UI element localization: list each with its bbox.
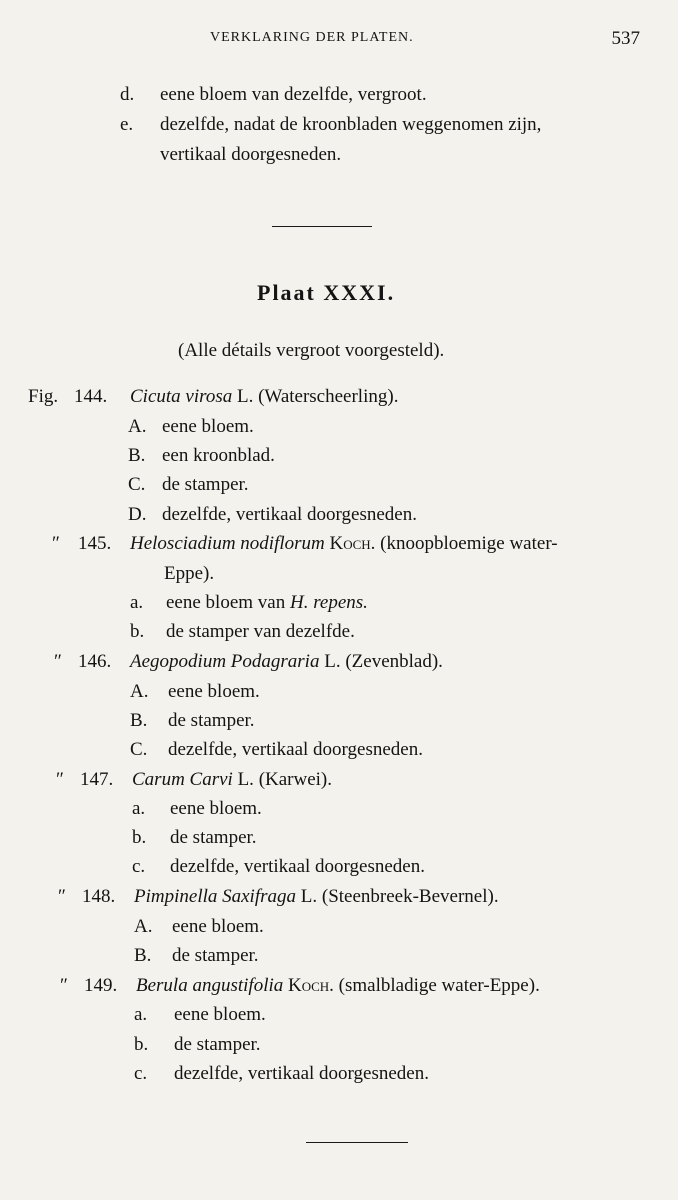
item-label: a. [130, 592, 144, 613]
species-author: L. [324, 651, 341, 672]
item-text-plain: eene bloem van [166, 592, 290, 613]
fig-entry [130, 386, 398, 408]
item-label: B. [134, 945, 152, 966]
fig-entry [130, 651, 443, 673]
running-title: VERKLARING DER PLATEN. [210, 30, 414, 45]
species-name: Helosciadium nodiflorum [130, 533, 325, 554]
fig-entry [132, 769, 332, 791]
item-label: C. [130, 739, 148, 760]
plate-subtitle: (Alle détails vergroot voorgesteld). [178, 340, 445, 361]
ditto-mark: ″ [54, 651, 62, 672]
plate-title: Plaat XXXI. [257, 280, 396, 305]
page-number: 537 [611, 28, 640, 49]
item-text: de stamper. [162, 474, 249, 495]
item-label: c. [132, 856, 146, 877]
species-name: Carum Carvi [132, 769, 233, 790]
common-name: (Karwei). [258, 769, 333, 790]
item-label: B. [128, 445, 146, 466]
item-label: a. [134, 1004, 148, 1025]
item-label: a. [132, 798, 146, 819]
closing-divider [306, 1142, 408, 1143]
species-author: Koch. [288, 975, 334, 996]
item-text [166, 592, 368, 614]
item-label: D. [128, 504, 147, 525]
ditto-mark: ″ [60, 975, 68, 996]
species-name: Berula angustifolia [136, 975, 284, 996]
common-name: (Steenbreek-Bevernel). [321, 886, 499, 907]
species-author: L. [237, 769, 254, 790]
item-label: c. [134, 1063, 148, 1084]
ditto-mark: ″ [52, 533, 60, 554]
item-text-d: eene bloem van dezelfde, vergroot. [160, 84, 427, 105]
species-name: Cicuta virosa [130, 386, 233, 407]
common-name: (Waterscheerling). [258, 386, 399, 407]
item-text: dezelfde, vertikaal doorgesneden. [170, 856, 425, 877]
fig-prefix: Fig. [28, 386, 59, 407]
item-text: de stamper. [170, 827, 257, 848]
common-name-continued: Eppe). [164, 563, 215, 584]
fig-number: 146. [78, 651, 112, 672]
item-label-d: d. [120, 84, 135, 105]
ditto-mark: ″ [56, 769, 64, 790]
item-label: b. [132, 827, 147, 848]
species-name: Pimpinella Saxifraga [134, 886, 297, 907]
item-text: eene bloem. [170, 798, 262, 819]
item-label: b. [134, 1034, 149, 1055]
species-author: L. [236, 386, 254, 407]
species-reference: H. repens. [289, 592, 368, 613]
item-text: dezelfde, vertikaal doorgesneden. [174, 1063, 429, 1084]
fig-number: 144. [74, 386, 108, 407]
common-name: (smalbladige water-Eppe). [338, 975, 540, 996]
item-label: C. [128, 474, 146, 495]
item-text-e: dezelfde, nadat de kroonbladen weggenomen zijn, [160, 114, 542, 135]
species-author: Koch. [329, 533, 376, 554]
item-text: de stamper van dezelfde. [166, 621, 355, 642]
fig-number: 149. [84, 975, 118, 996]
item-text: de stamper. [174, 1034, 261, 1055]
item-label: B. [130, 710, 148, 731]
species-author: L. [300, 886, 318, 907]
item-text: eene bloem. [162, 416, 254, 437]
fig-entry [134, 886, 499, 908]
section-divider [272, 226, 372, 227]
item-label-e: e. [120, 114, 134, 135]
item-text: dezelfde, vertikaal doorgesneden. [162, 504, 417, 525]
item-label: b. [130, 621, 145, 642]
item-text-e-continued: vertikaal doorgesneden. [160, 144, 342, 165]
item-text: een kroonblad. [162, 445, 275, 466]
fig-number: 147. [80, 769, 114, 790]
ditto-mark: ″ [58, 886, 66, 907]
species-name: Aegopodium Podagraria [130, 651, 320, 672]
common-name: (knoopbloemige water- [380, 533, 558, 554]
item-text: eene bloem. [172, 916, 264, 937]
item-text: eene bloem. [168, 681, 260, 702]
item-text: de stamper. [172, 945, 259, 966]
common-name: (Zevenblad). [345, 651, 443, 672]
item-text: dezelfde, vertikaal doorgesneden. [168, 739, 423, 760]
item-label: A. [130, 681, 149, 702]
item-text: de stamper. [168, 710, 255, 731]
fig-entry [136, 975, 540, 997]
item-text: eene bloem. [174, 1004, 266, 1025]
item-label: A. [128, 416, 147, 437]
fig-number: 145. [78, 533, 112, 554]
item-label: A. [134, 916, 153, 937]
fig-entry [130, 533, 558, 555]
fig-number: 148. [82, 886, 116, 907]
